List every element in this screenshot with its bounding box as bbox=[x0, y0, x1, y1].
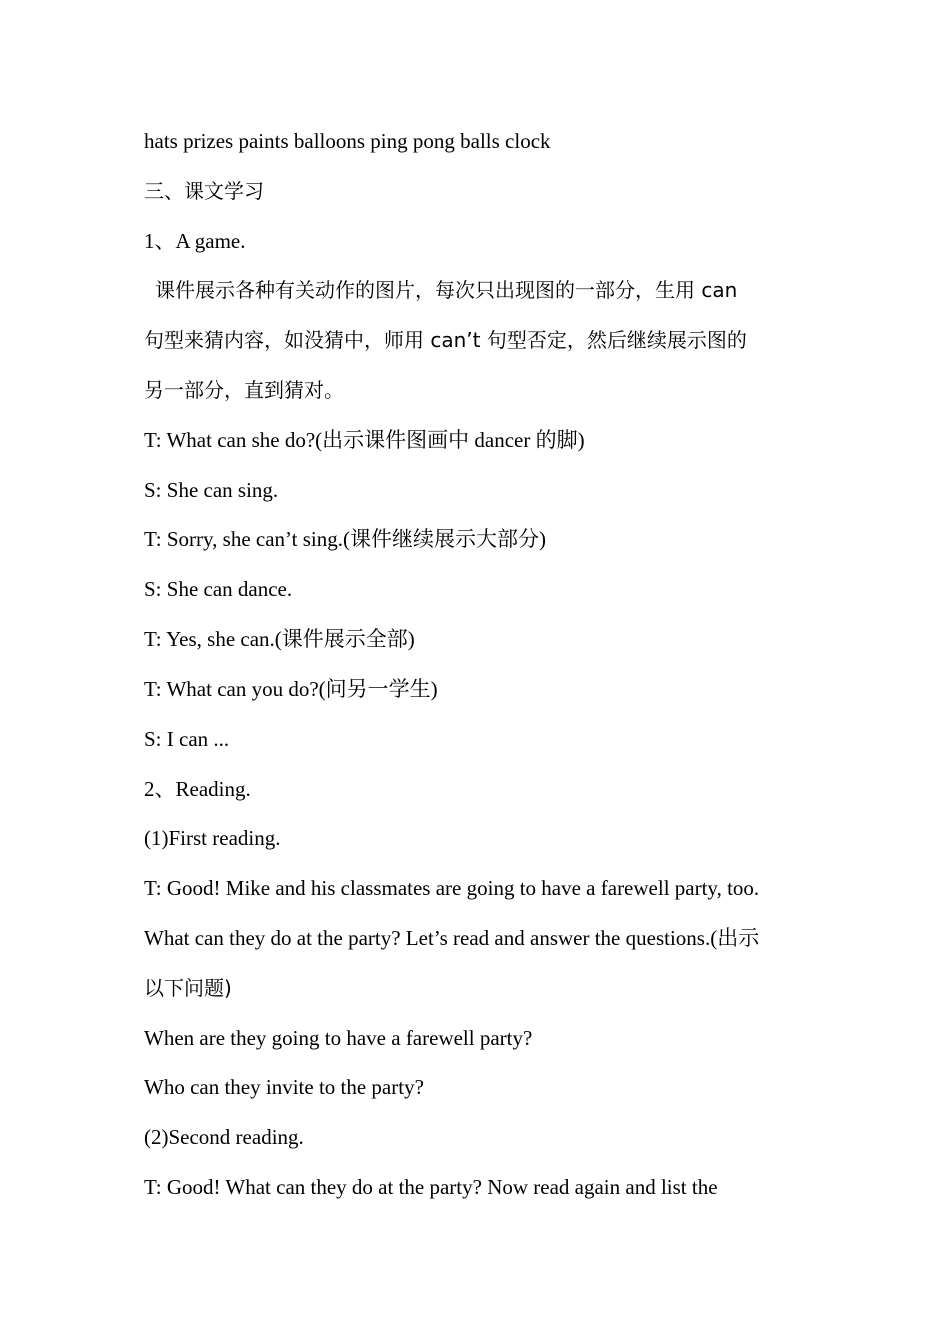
sub-step-heading: (2)Second reading. bbox=[144, 1125, 304, 1149]
vocabulary-line: hats prizes paints balloons ping pong balls clock bbox=[144, 129, 551, 153]
dialogue-line: T: What can she do?(出示课件图画中 dancer 的脚) bbox=[144, 428, 585, 452]
question-line: Who can they invite to the party? bbox=[144, 1075, 424, 1099]
section-heading: 三、课文学习 bbox=[144, 179, 264, 203]
dialogue-line: T: What can you do?(问另一学生) bbox=[144, 677, 438, 701]
step-heading-reading: 2、Reading. bbox=[144, 777, 251, 801]
dialogue-line: S: She can dance. bbox=[144, 577, 293, 601]
step-heading-game: 1、A game. bbox=[144, 229, 246, 253]
paragraph-line: 句型来猜内容，如没猜中，师用 can’t 句型否定，然后继续展示图的 bbox=[144, 328, 747, 352]
question-line: When are they going to have a farewell party? bbox=[144, 1026, 533, 1050]
sub-step-heading: (1)First reading. bbox=[144, 826, 281, 850]
paragraph-line: 以下问题) bbox=[144, 976, 232, 1000]
dialogue-line: T: Sorry, she can’t sing.(课件继续展示大部分) bbox=[144, 527, 546, 551]
dialogue-line: T: Good! What can they do at the party? Now read again and list the bbox=[144, 1175, 718, 1199]
dialogue-line: S: She can sing. bbox=[144, 478, 279, 502]
paragraph-line: 另一部分，直到猜对。 bbox=[144, 378, 344, 402]
dialogue-line: T: Yes, she can.(课件展示全部) bbox=[144, 627, 415, 651]
dialogue-line: What can they do at the party? Let’s read and answer the questions.(出示 bbox=[144, 926, 760, 950]
dialogue-line: T: Good! Mike and his classmates are going to have a farewell party, too. bbox=[144, 876, 760, 900]
paragraph-line: 课件展示各种有关动作的图片，每次只出现图的一部分，生用 can bbox=[155, 278, 738, 302]
dialogue-line: S: I can ... bbox=[144, 727, 230, 751]
